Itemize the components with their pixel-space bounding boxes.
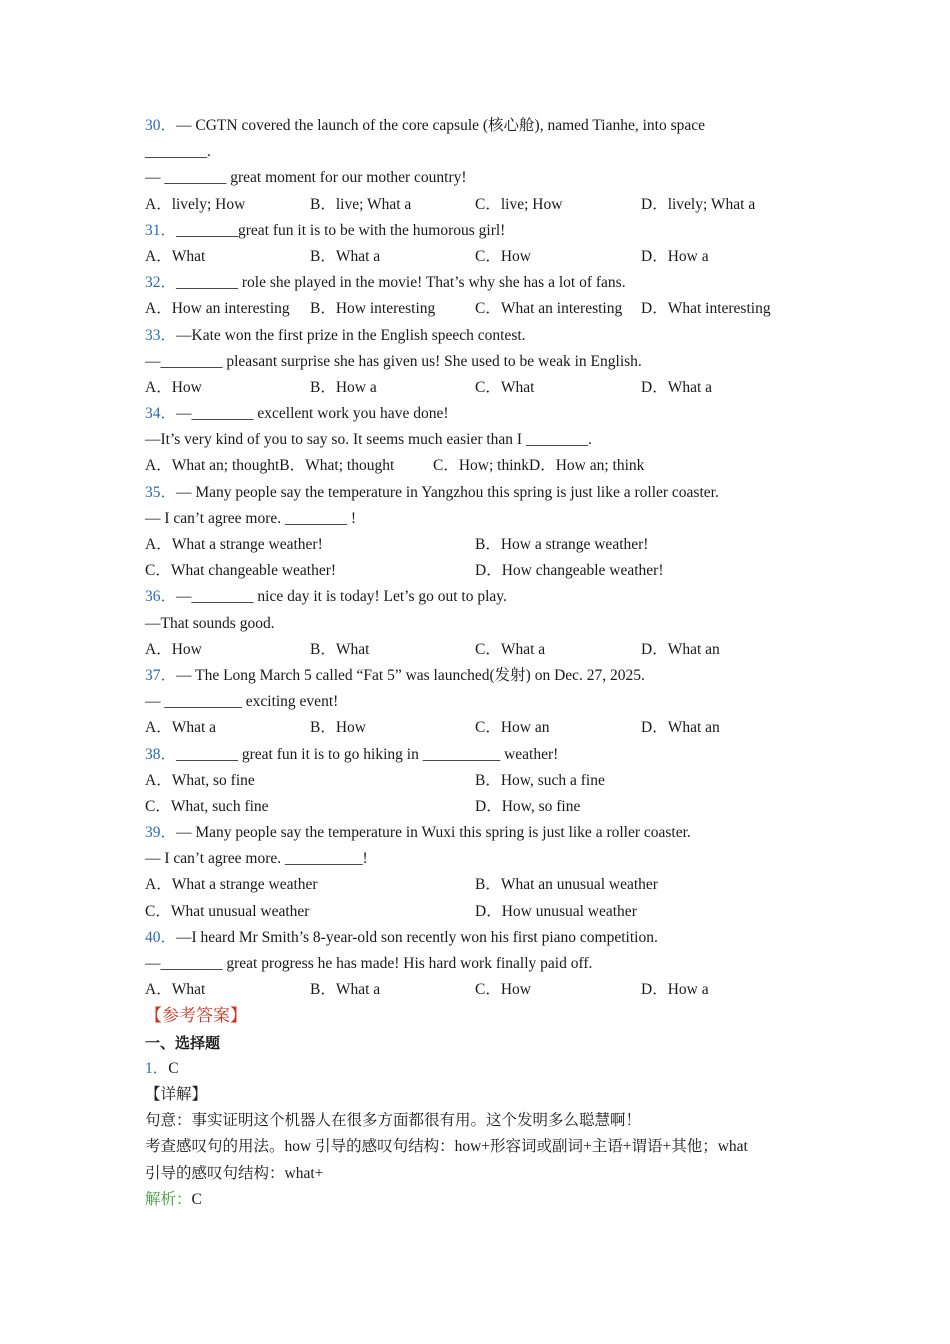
question-40: 40．—I heard Mr Smith’s 8-year-old son recently won his first piano competition. xyxy=(145,928,658,946)
question-38: 38．________ great fun it is to go hiking in __________ weather! xyxy=(145,745,559,763)
options-row xyxy=(145,296,805,322)
question-34: 34．—________ excellent work you have done! xyxy=(145,405,449,423)
question-32: 32．________ role she played in the movie! That’s why she has a lot of fans. xyxy=(145,274,626,292)
options-row xyxy=(145,715,805,741)
options-row xyxy=(145,453,805,479)
options-row xyxy=(145,375,805,401)
option-d: D．lively; What a xyxy=(641,195,756,213)
option-b: B．How interesting xyxy=(310,300,436,318)
jiexi: 解析：C xyxy=(145,1190,202,1208)
options-row xyxy=(145,244,805,270)
option-c: C．What unusual weather xyxy=(145,902,310,920)
option-d: D．What an xyxy=(641,719,720,737)
option-d: D．How unusual weather xyxy=(475,902,637,920)
question-line: — I can’t agree more. __________! xyxy=(145,850,368,868)
question-line: ________. xyxy=(145,143,211,161)
question-36: 36．—________ nice day it is today! Let’s go out to play. xyxy=(145,588,507,606)
sentence-meaning: 句意：事实证明这个机器人在很多方面都很有用。这个发明多么聪慧啊！ xyxy=(145,1112,642,1130)
options-row xyxy=(145,558,805,584)
option-b: B．How a xyxy=(310,378,377,396)
option-c: C．What, such fine xyxy=(145,797,269,815)
option-a: A．How xyxy=(145,640,202,658)
options-row xyxy=(145,637,805,663)
option-b: B．How a strange weather! xyxy=(475,536,649,553)
options-row xyxy=(145,899,805,925)
answer-key-header: 【参考答案】 xyxy=(145,1006,247,1026)
analysis-line: 考查感叹句的用法。how 引导的感叹句结构：how+形容词或副词+主语+谓语+其他；what xyxy=(145,1138,748,1156)
option-c: C．What a xyxy=(475,640,546,658)
option-a: A．What, so fine xyxy=(145,771,255,789)
options-row xyxy=(145,532,805,558)
option-c: C．How an xyxy=(475,719,550,737)
option-c: C．What an interesting xyxy=(475,300,623,318)
question-37: 37．— The Long March 5 called “Fat 5” was launched(发射) on Dec. 27, 2025. xyxy=(145,666,645,684)
question-31: 31．________great fun it is to be with the humorous girl! xyxy=(145,221,506,239)
question-35: 35．— Many people say the temperature in Yangzhou this spring is just like a roller coaster. xyxy=(145,483,719,501)
question-39: 39．— Many people say the temperature in Wuxi this spring is just like a roller coaster. xyxy=(145,824,691,842)
section-title: 一、选择题 xyxy=(145,1033,221,1052)
option-a: A．What a xyxy=(145,719,217,737)
option-d: D．What an xyxy=(641,640,720,658)
question-line: —That sounds good. xyxy=(145,614,275,632)
question-33: 33．—Kate won the first prize in the English speech contest. xyxy=(145,326,526,344)
option-a: A．How xyxy=(145,378,202,396)
option-d: D．What a xyxy=(641,378,713,396)
option-d: D．How a xyxy=(641,981,709,999)
option-b: B．What an unusual weather xyxy=(475,876,658,894)
answer-1: 1．C xyxy=(145,1059,179,1077)
option-a: A．What xyxy=(145,981,206,999)
option-d: D．How, so fine xyxy=(475,797,581,815)
options-row xyxy=(145,192,805,218)
question-30: 30．— CGTN covered the launch of the core capsule (核心舱), named Tianhe, into space xyxy=(145,117,706,134)
option-c: C．live; How xyxy=(475,195,563,213)
detail-label: 【详解】 xyxy=(145,1085,208,1103)
analysis-line: 引导的感叹句结构：what+ xyxy=(145,1164,324,1182)
question-line: —It’s very kind of you to say so. It seems much easier than I ________. xyxy=(145,431,592,449)
question-line: —________ great progress he has made! His hard work finally paid off. xyxy=(145,955,593,972)
option-d: D．What interesting xyxy=(641,300,771,318)
document-page xyxy=(145,113,805,1213)
option-a: A．lively; How xyxy=(145,195,246,213)
option-b: B．What a xyxy=(310,247,381,265)
option-c: C．What xyxy=(475,378,535,396)
question-line: — __________ exciting event! xyxy=(145,693,339,711)
option-b: B．What a xyxy=(310,981,381,999)
option-c: C．How xyxy=(475,247,531,265)
option-a: A．What a strange weather! xyxy=(145,536,323,553)
question-line: —________ pleasant surprise she has given us! She used to be weak in English. xyxy=(145,352,642,370)
option-c: C．How xyxy=(475,981,531,999)
option-b: B．live; What a xyxy=(310,195,412,213)
option-c: C．What changeable weather! xyxy=(145,562,337,580)
option-b: B．How xyxy=(310,719,366,737)
options-row xyxy=(145,768,805,794)
question-line: — I can’t agree more. ________ ! xyxy=(145,509,357,527)
option-d: D．How a xyxy=(641,247,709,265)
options-row xyxy=(145,794,805,820)
options-row xyxy=(145,872,805,898)
option-a: A．What xyxy=(145,247,206,265)
option-a: A．How an interesting xyxy=(145,300,290,318)
options-row xyxy=(145,977,805,1003)
option-a: A．What a strange weather xyxy=(145,876,318,894)
option-b: B．What xyxy=(310,640,370,658)
option-b: B．How, such a fine xyxy=(475,771,605,789)
option-d: D．How changeable weather! xyxy=(475,562,664,580)
options-text: A．What an; thoughtB．What; thought C．How; thinkD．How an; think xyxy=(145,457,645,475)
question-line: — ________ great moment for our mother country! xyxy=(145,169,467,187)
